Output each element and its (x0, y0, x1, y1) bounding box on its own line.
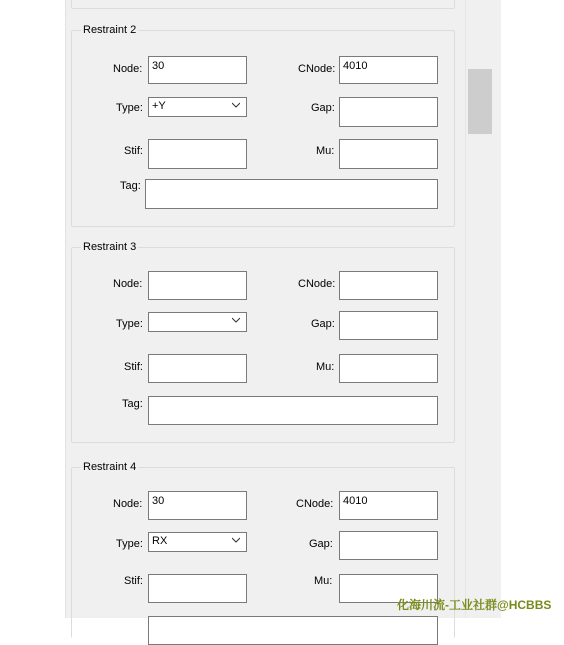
mu-input[interactable] (339, 139, 438, 169)
type-value: RX (152, 535, 168, 547)
type-combobox[interactable] (148, 97, 247, 117)
stif-label: Stif: (124, 575, 143, 587)
cnode-input[interactable]: 4010 (339, 56, 438, 84)
stif-input[interactable] (148, 139, 247, 169)
chevron-down-icon (232, 101, 240, 109)
node-label: Node: (113, 63, 143, 75)
stif-label: Stif: (124, 145, 143, 157)
tag-label: Tag: (122, 398, 143, 410)
mu-label: Mu: (314, 575, 333, 587)
tag-input[interactable] (148, 396, 438, 425)
type-combobox[interactable] (148, 312, 247, 332)
gap-label: Gap: (309, 538, 333, 550)
restraint-group-2 (71, 24, 455, 227)
vertical-scrollbar[interactable] (465, 0, 501, 618)
restraint-group-prev-edge (71, 0, 455, 9)
watermark-text: 化海川流-工业社群@HCBBS (397, 598, 552, 612)
type-value: +Y (152, 100, 166, 112)
chevron-down-icon (232, 536, 240, 544)
type-combobox[interactable] (148, 532, 247, 552)
type-label: Type: (116, 318, 143, 330)
node-input[interactable] (148, 271, 247, 300)
gap-input[interactable] (339, 97, 438, 127)
cnode-input[interactable]: 4010 (339, 491, 438, 520)
stif-label: Stif: (124, 361, 143, 373)
group-title: Restraint 2 (83, 24, 137, 36)
group-title: Restraint 3 (83, 241, 137, 253)
cnode-label: CNode: (296, 498, 334, 510)
scrollbar-thumb[interactable] (468, 69, 492, 134)
mu-input[interactable] (339, 354, 438, 383)
cnode-input[interactable] (339, 271, 438, 300)
tag-label: Tag: (120, 180, 141, 192)
chevron-down-icon (232, 316, 240, 324)
restraint-group-3 (71, 241, 455, 443)
node-label: Node: (113, 278, 143, 290)
cnode-label: CNode: (298, 278, 336, 290)
tag-input[interactable] (148, 616, 438, 645)
gap-label: Gap: (311, 102, 335, 114)
stif-input[interactable] (148, 354, 247, 383)
type-label: Type: (116, 102, 143, 114)
type-label: Type: (116, 538, 143, 550)
gap-label: Gap: (311, 318, 335, 330)
mu-label: Mu: (316, 361, 335, 373)
node-label: Node: (113, 498, 143, 510)
node-input[interactable]: 30 (148, 56, 247, 84)
tag-input[interactable] (145, 179, 438, 209)
gap-input[interactable] (339, 311, 438, 340)
group-title: Restraint 4 (83, 461, 137, 473)
cnode-label: CNode: (298, 63, 336, 75)
restraint-panel (65, 0, 466, 618)
gap-input[interactable] (339, 531, 438, 560)
mu-label: Mu: (316, 145, 335, 157)
node-input[interactable]: 30 (148, 491, 247, 520)
stif-input[interactable] (148, 574, 247, 603)
